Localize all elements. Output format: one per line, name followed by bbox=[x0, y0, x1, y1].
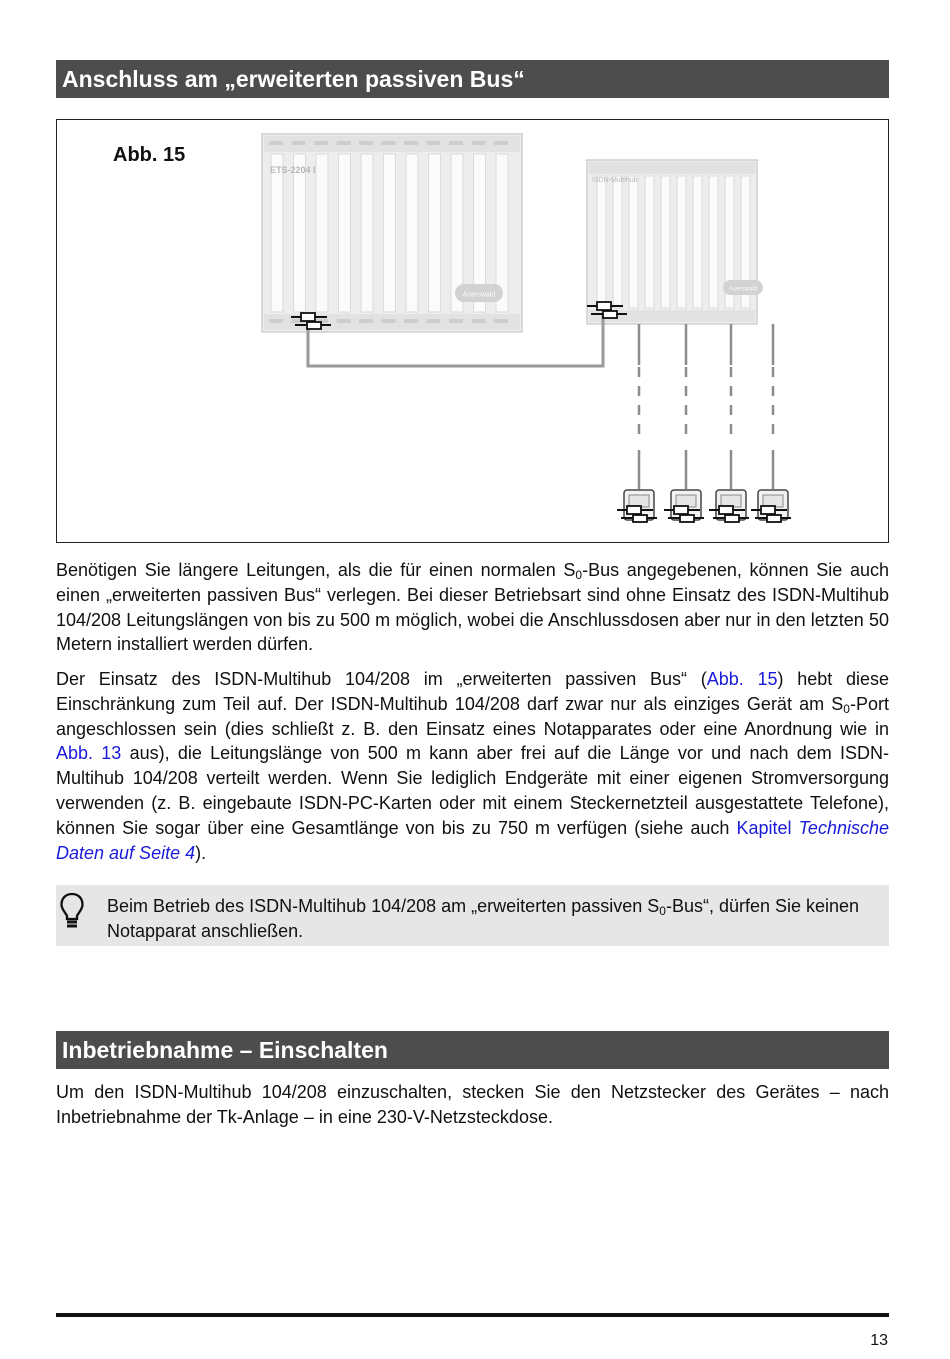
page-number: 13 bbox=[870, 1332, 888, 1349]
figure-label: Abb. 15 bbox=[113, 144, 186, 166]
paragraph-multihub-usage: Der Einsatz des ISDN-Multihub 104/208 im „erweiterten passiven Bus“ (Abb. 15) hebt diese Einschränkung zum Teil auf. Der ISDN-Multihub 104/208 darf zwar nur als einziges Gerät am $S_0$-Port angeschlossen sein (dies schließt z. B. den Einsatz eines Notapparates oder eine Anordnung wie in Abb. 13 aus), die Leitungslänge von 500 m kann aber frei auf die Länge vor und nach dem ISDN-Multihub 104/208 verteilt werden. Wenn Sie lediglich Endgeräte mit einer eigenen Stromversorgung verwenden (z. B. eingebaute ISDN-PC-Karten oder mit einem Steckernetzteil ausgestattete Telefone), können Sie sogar über eine Gesamtlänge von bis zu 750 m verfügen (siehe auch Kapitel Technische Daten auf Seite 4). bbox=[56, 669, 889, 863]
section-heading-inbetriebnahme bbox=[56, 1031, 889, 1069]
section-title: Anschluss am „erweiterten passiven Bus“ bbox=[62, 66, 525, 92]
lightbulb-icon bbox=[59, 892, 85, 930]
note-box bbox=[56, 885, 889, 946]
isdn-multihub-device bbox=[587, 160, 763, 324]
svg-text:Auerswald: Auerswald bbox=[462, 291, 496, 299]
wiring-diagram bbox=[57, 120, 888, 542]
section-heading-bus bbox=[56, 60, 889, 98]
paragraph-einschalten: Um den ISDN-Multihub 104/208 einzuschalten, stecken Sie den Netzstecker des Gerätes – nach Inbetriebnahme der Tk-Anlage – in eine 230-V-Netzsteckdose. bbox=[56, 1082, 889, 1127]
paragraph-extended-bus: Benötigen Sie längere Leitungen, als die für einen normalen $S_0$-Bus angegebenen, können Sie auch einen „erweiterten passiven Bus“ verlegen. Bei dieser Betriebsart sind ohne Einsatz des ISDN-Multihub 104/208 Leitungslängen von bis zu 500 m möglich, wobei die Anschlussdosen aber nur in den letzten 50 Metern installiert werden dürfen. bbox=[56, 560, 889, 655]
terminal-lines bbox=[617, 324, 791, 522]
note-text: Beim Betrieb des ISDN-Multihub 104/208 am „erweiterten passiven $S_0-Bus“$, dürfen Sie keinen Notapparat anschließen. bbox=[107, 896, 860, 941]
link-kapitel[interactable]: Kapitel bbox=[736, 817, 799, 838]
link-abb-15[interactable]: Abb. 15 bbox=[706, 669, 778, 689]
link-abb-13[interactable]: Abb. 13 bbox=[56, 743, 122, 764]
device-left-label: ETS-2204 I bbox=[270, 165, 316, 175]
svg-text:Auerswald: Auerswald bbox=[728, 286, 758, 293]
section-title: Inbetriebnahme – Einschalten bbox=[62, 1037, 388, 1063]
figure-abb-15 bbox=[56, 119, 889, 543]
ets-2204-device bbox=[262, 134, 522, 332]
auerswald-logo-right bbox=[723, 280, 763, 295]
footer-rule bbox=[56, 1313, 889, 1317]
device-right-label: ISDN-Multihub bbox=[592, 177, 638, 184]
auerswald-logo-left bbox=[455, 284, 503, 302]
link-technische-daten[interactable]: Technische Daten auf Seite 4 bbox=[56, 817, 889, 863]
